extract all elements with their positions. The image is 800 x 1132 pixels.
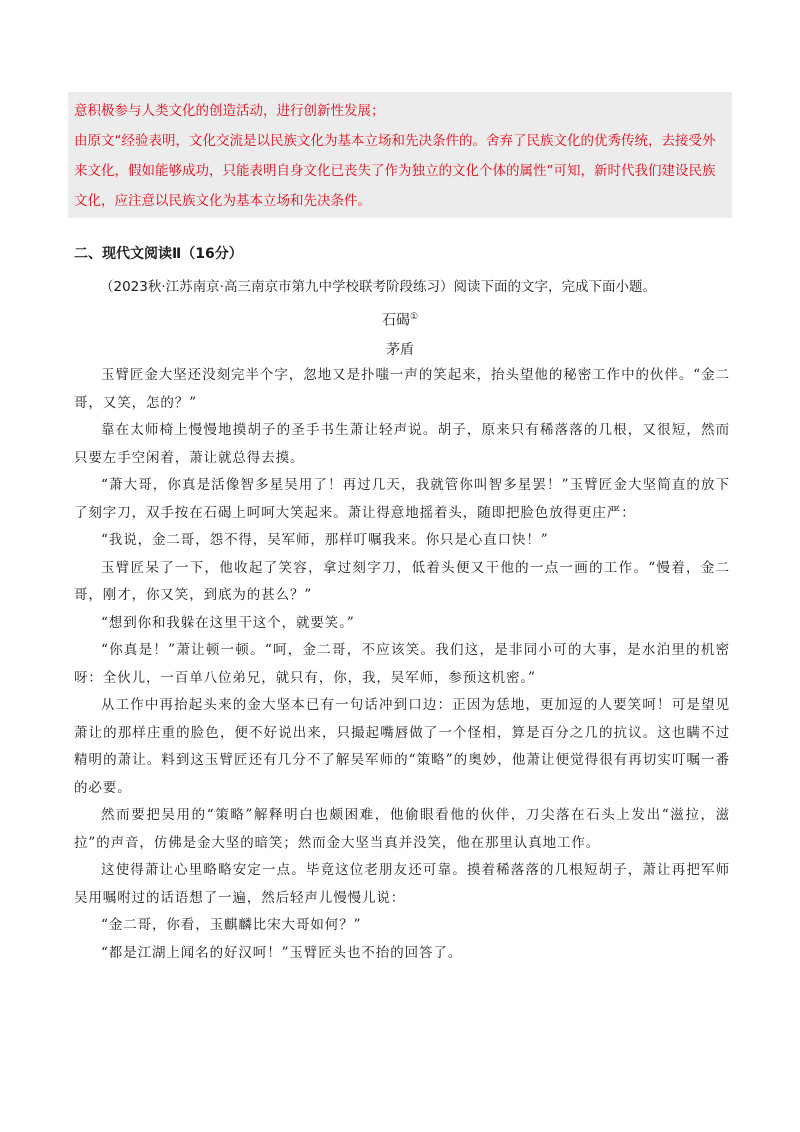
answer-line: 意积极参与人类文化的创造活动，进行创新性发展；	[74, 103, 385, 119]
paragraph: “我说，金二哥，怨不得，吴军师，那样叮嘱我来。你只是心直口快！”	[101, 532, 549, 548]
paragraph: 这使得萧让心里略略安定一点。毕竟这位老朋友还可靠。摸着稀落落的几根短胡子，萧让再把军师吴用嘱咐过的话语想了一遍，然后轻声儿慢慢儿说：	[74, 862, 730, 906]
article-title-text: 石碣	[381, 312, 410, 329]
paragraph: “金二哥，你看，玉麒麟比宋大哥如何？”	[101, 917, 362, 933]
paragraph: 从工作中再抬起头来的金大坚本已有一句话冲到口边：正因为恁地，更加逗的人要笑呵！可是望见萧让的那样庄重的脸色，便不好说出来，只撮起嘴唇做了一个怪相，算是百分之几的抗议。这也瞒不过精明的萧让。料到这玉臂匠还有几分不了解吴军师的“策略”的奥妙，他萧让便觉得很有再切实叮嘱一番的必要。	[74, 697, 730, 796]
paragraph: “萧大哥，你真是活像智多星吴用了！再过几天，我就管你叫智多星罢！”玉臂匠金大坚简直的放下了刻字刀，双手按在石碣上呵呵大笑起来。萧让得意地摇着头，随即把脸色放得更庄严：	[74, 477, 730, 521]
article-author: 茅盾	[386, 342, 414, 358]
answer-explanation-box	[68, 92, 732, 218]
paragraph: “都是江湖上闻名的好汉呵！”玉臂匠头也不抬的回答了。	[101, 944, 463, 961]
paragraph: “想到你和我躲在这里干这个，就要笑。”	[101, 614, 355, 631]
paragraph: 玉臂匠金大坚还没刻完半个字，忽地又是扑嗤一声的笑起来，抬头望他的秘密工作中的伙伴。“金二哥，又笑，怎的？”	[74, 367, 730, 411]
article-title	[0, 306, 800, 332]
question-source: （2023秋·江苏南京·高三南京市第九中学校联考阶段练习）阅读下面的文字，完成下面小题。	[100, 279, 656, 295]
article-body	[74, 362, 730, 967]
paragraph: 玉臂匠呆了一下，他收起了笑容，拿过刻字刀，低着头便又干他的一点一画的工作。“慢着，金二哥，刚才，你又笑，到底为的甚么？”	[74, 559, 730, 603]
paragraph: 靠在太师椅上慢慢地摸胡子的圣手书生萧让轻声说。胡子，原来只有稀落落的几根，又很短，然而只要左手空闲着，萧让就总得去摸。	[74, 422, 730, 466]
section-title: 二、现代文阅读Ⅱ（16分）	[74, 246, 243, 262]
answer-line: 由原文“经验表明，文化交流是以民族文化为基本立场和先决条件的。舍弃了民族文化的优秀传统，去接受外来文化，假如能够成功，只能表明自身文化已丧失了作为独立的文化个体的属性”可知，新时代我们建设民族文化，应注意以民族文化为基本立场和先决条件。	[74, 133, 716, 209]
footnote-marker: ①	[409, 312, 419, 322]
paragraph: 然而要把吴用的“策略”解释明白也颇困难，他偷眼看他的伙伴，刀尖落在石头上发出“滋拉，滋拉”的声音，仿佛是金大坚的暗笑；然而金大坚当真并没笑，他在那里认真地工作。	[74, 807, 730, 851]
paragraph: “你真是！”萧让顿一顿。“呵，金二哥，不应该笑。我们这，是非同小可的大事，是水泊里的机密呀：全伙儿，一百单八位弟兄，就只有，你，我，吴军师，参预这机密。”	[74, 642, 730, 686]
